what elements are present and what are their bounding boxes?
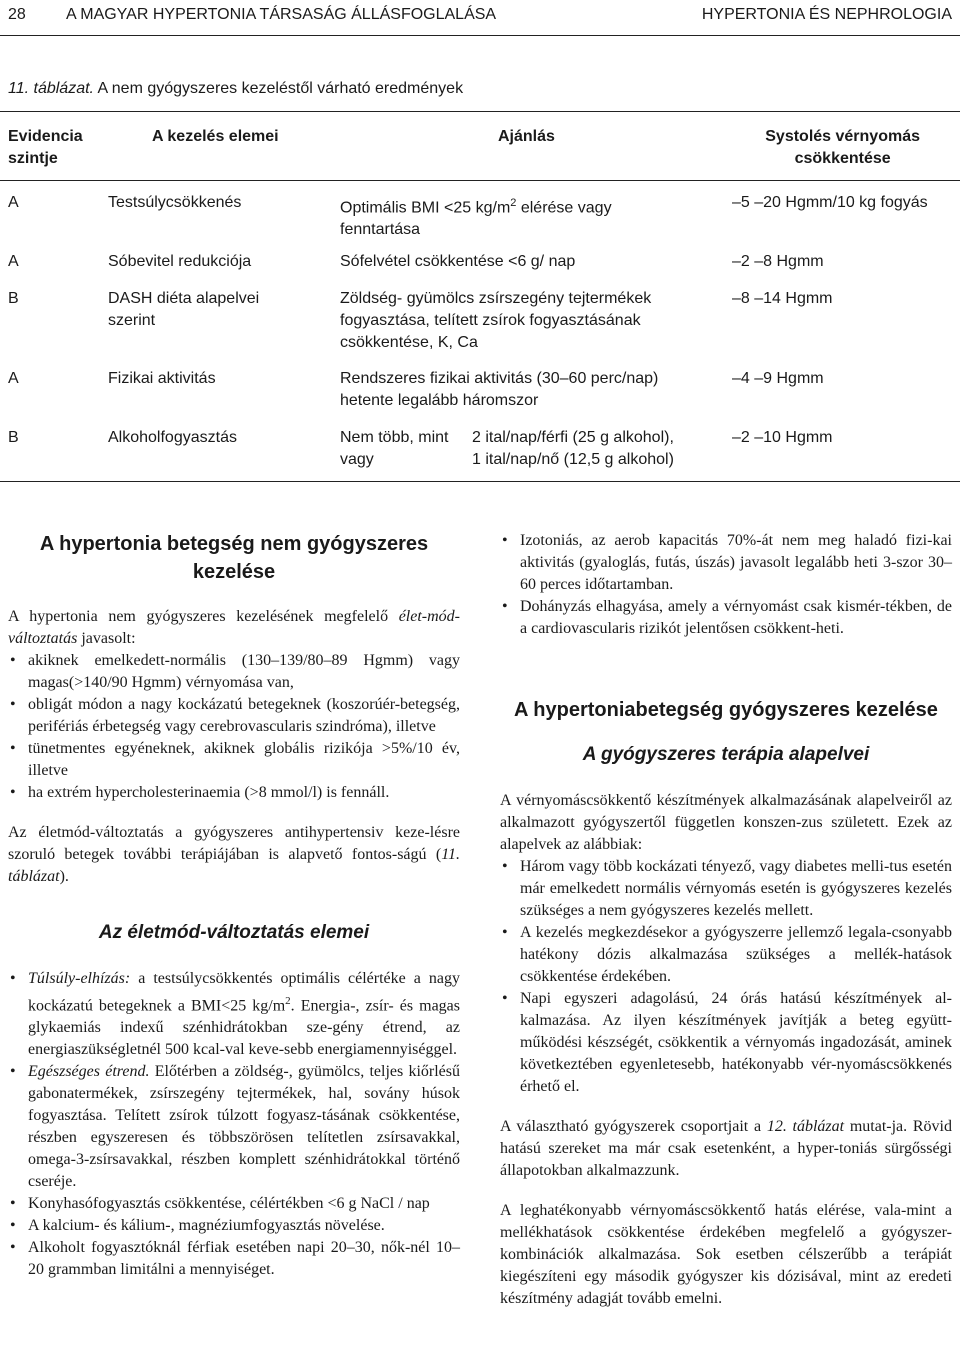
left-column <box>8 530 460 1281</box>
table-caption <box>8 78 463 100</box>
right-column <box>500 530 952 1310</box>
table-top-rule <box>0 111 960 112</box>
page-header <box>0 0 960 30</box>
list-item: • tünetmentes egyéneknek, akiknek globális rizikója >5%/10 év, illetve <box>8 738 460 782</box>
table-row-5-recommendation-a: Nem több, mint vagy <box>340 429 449 468</box>
list-item: • Három vagy több kockázati tényező, vagy diabetes melli-tus esetén már emelkedett normális vérnyomás esetén is gyógyszeres kezelés szükséges a nem gyógyszeres kezelés mellett. <box>500 856 952 922</box>
combination-paragraph: A leghatékonyabb vérnyomáscsökkentő hatás elérése, vala-mint a mellékhatások csökkentése érdekében megfelelő a gyógyszer-kombinációk alkalmazása. Sok esetben célszerűbb a terápiát kiegészíteni egy második gyógyszer kis dózisával, mint az eredeti készítmény adagját tovább emelni. <box>500 1202 952 1307</box>
table-caption-text: A nem gyógyszeres kezeléstől várható eredmények <box>97 80 464 97</box>
list-item: • akiknek emelkedett-normális (130–139/80–89 Hgmm) vagy magas(>140/90 Hgmm) vérnyomása van, <box>8 650 460 694</box>
table-header-rule <box>0 180 960 181</box>
table-row-3-element: DASH diéta alapelvei szerint <box>108 290 260 329</box>
table-row-2-level: A <box>8 253 19 270</box>
running-title-right: HYPERTONIA ÉS NEPHROLOGIA <box>701 6 952 23</box>
principles-paragraph: A vérnyomáscsökkentő készítmények alkalmazásának alapelveiről az alkalmazott gyógyszertől független konszen-zus született. Ezek az alapelvek az alábbiak: <box>500 792 952 853</box>
table-header-element: A kezelés elemei <box>152 128 279 145</box>
table-header-recommendation: Ajánlás <box>498 128 555 145</box>
table-row-1-recommendation: Optimális BMI <25 $kg/m^2$ elérése vagy fenntartása <box>340 197 612 239</box>
table-header-reduction: Systolés vérnyomás csökkentése <box>765 128 920 167</box>
table-row-1-level: A <box>8 194 19 211</box>
table-row-5-level: B <box>8 429 19 446</box>
subheading-principles: A gyógyszeres terápia alapelvei <box>582 744 870 765</box>
list-item: • Alkoholt fogyasztóknál férfiak esetében napi 20–30, nők-nél 10–20 grammban limitálni a mennyiséget. <box>8 1237 460 1281</box>
table-row-2-recommendation: Sófelvétel csökkentése <6 g/ nap <box>340 253 576 270</box>
table-row-4-reduction: –4 –9 Hgmm <box>732 370 824 387</box>
table-row-4-level: A <box>8 370 19 387</box>
table-row-5-reduction: –2 –10 Hgmm <box>732 429 833 446</box>
list-item: • Konyhasófogyasztás csökkentése, célértékben <6 g NaCl / nap <box>8 1193 460 1215</box>
table-row-3-reduction: –8 –14 Hgmm <box>732 290 833 307</box>
table-row-4-element: Fizikai aktivitás <box>108 370 216 387</box>
drug-groups-paragraph: A választható gyógyszerek csoportjait a 12. táblázat mutat-ja. Rövid hatású szereket ma már csak esetenként, a hyper-toniás sürgősségi állapotokban alkalmazzunk. <box>500 1118 953 1179</box>
list-item: • Dohányzás elhagyása, amely a vérnyomást csak kismér-tékben, de a cardiovascularis rizikót jelentősen csökkent-heti. <box>500 596 952 640</box>
subheading-lifestyle-elements: Az életmód-változtatás elemei <box>98 922 370 943</box>
list-item: • Túlsúly-elhízás: a testsúlycsökkentés optimális célértéke a nagy kockázatú betegeknek a BMI<25 $kg/m^2$. Energia-, zsír- és magas glykaemiás indexű szénhidrátokban sze-gény étrend, az energiaszükségletnél 500 kcal-val keve-sebb energiamennyiséggel. <box>8 968 460 1061</box>
lifestyle-paragraph: Az életmód-változtatás a gyógyszeres antihypertensiv keze-lésre szoruló betegek további terápiájában is alapvető fontos-ságú (11. táblázat). <box>8 824 460 885</box>
list-item: • ha extrém hypercholesterinaemia (>8 mmol/l) is fennáll. <box>8 782 460 804</box>
list-item: • Napi egyszeri adagolású, 24 órás hatású készítmények al-kalmazása. Az ilyen készítmények javítják a beteg együtt-működési készségét, csökkentik a vérnyomás ingadozását, aminek következtében egyenletesebb, hatékonyabb vér-nyomáscsökkenés érhető el. <box>500 988 952 1098</box>
indication-list <box>8 650 460 804</box>
intro-paragraph: A hypertonia nem gyógyszeres kezelésének megfelelő élet-mód-változtatás javasolt: <box>8 608 460 647</box>
table-row-2-reduction: –2 –8 Hgmm <box>732 253 824 270</box>
lifestyle-elements-list <box>8 968 460 1281</box>
table-row-3-level: B <box>8 290 19 307</box>
list-item: • A kezelés megkezdésekor a gyógyszerre jellemző legala-csonyabb hatékony dózis alkalmazása szükséges a mellék-hatások csökkentése érdekében. <box>500 922 952 988</box>
section-heading-nonpharma: A hypertonia betegség nem gyógyszeres kezelése <box>39 533 429 583</box>
table-row-5-recommendation-b: 2 ital/nap/férfi (25 g alkohol), 1 ital/nap/nő (12,5 g alkohol) <box>472 429 674 468</box>
header-rule <box>0 35 960 36</box>
running-title-left: A MAGYAR HYPERTONIA TÁRSASÁG ÁLLÁSFOGLALÁSA <box>66 6 497 23</box>
principles-list <box>500 856 952 1098</box>
list-item: • Izotoniás, az aerob kapacitás 70%-át nem meg haladó fizi-kai aktivitás (gyaloglás, futás, úszás) javasolt legalább heti 3-szor 30–60 perces időtartamban. <box>500 530 952 596</box>
table-row-2-element: Sóbevitel redukciója <box>108 253 252 270</box>
list-item: • A kalcium- és kálium-, magnéziumfogyasztás növelése. <box>8 1215 460 1237</box>
table-row-1-element: Testsúlycsökkenés <box>108 194 242 211</box>
list-item: • Egészséges étrend. Előtérben a zöldség-, gyümölcs, teljes kiőrlésű gabonatermékek, zsírszegény tejtermékek, hal, sovány húsok fogyasztása. Telített zsírok túlzott fogyasz-tásának csökkentése, részben egyszeresen és többszörösen telítetlen zsírsavakkal, omega-3-zsírsavakkal, részben komplett szénhidrátokkal történő cseréje. <box>8 1061 460 1193</box>
list-item: • obligát módon a nagy kockázatú betegeknek (koszorúér-betegség, perifériás érbetegség vagy cerebrovascularis szindróma), illetve <box>8 694 460 738</box>
page-number: 28 <box>8 6 26 23</box>
table-bottom-rule <box>0 481 960 482</box>
lifestyle-elements-list-continued <box>500 530 952 640</box>
table-row-3-recommendation: Zöldség- gyümölcs zsírszegény tejtermékek fogyasztása, telített zsírok fogyasztásának csökkentése, K, Ca <box>340 290 652 351</box>
table-caption-label: 11. táblázat. <box>8 80 94 97</box>
table-header-level: Evidencia szintje <box>8 128 83 167</box>
table-row-4-recommendation: Rendszeres fizikai aktivitás (30–60 perc/nap) hetente legalább háromszor <box>340 370 659 409</box>
table-row-5-element: Alkoholfogyasztás <box>108 429 237 446</box>
section-heading-pharma: A hypertoniabetegség gyógyszeres kezelése <box>514 699 938 721</box>
table-row-1-reduction: –5 –20 Hgmm/10 kg fogyás <box>732 194 928 211</box>
